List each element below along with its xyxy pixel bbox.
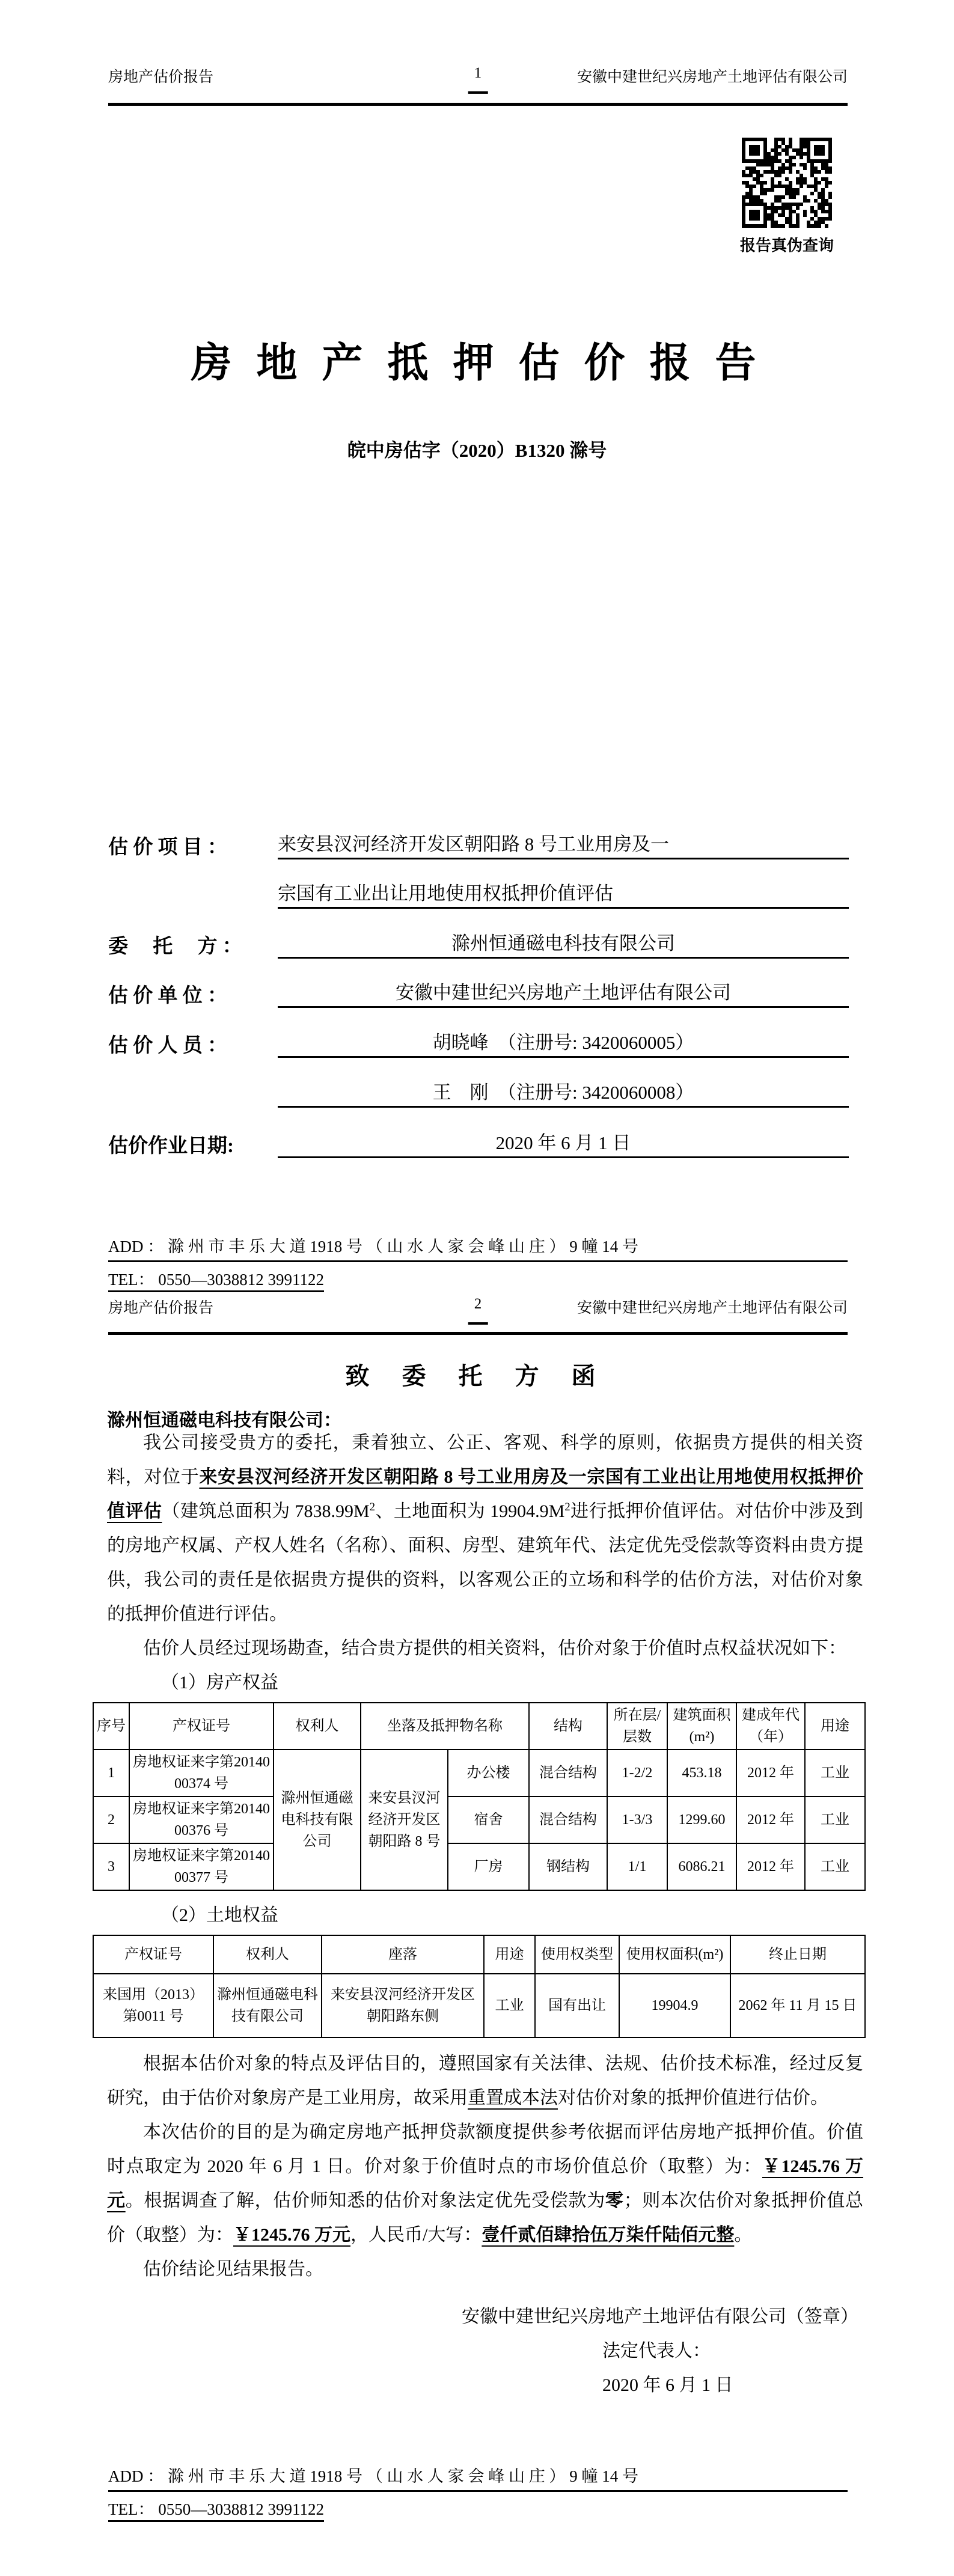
table-header-row	[93, 1935, 865, 1974]
header-cell: 使用权面积(m²)	[619, 1935, 730, 1974]
qr-caption: 报告真伪查询	[739, 237, 834, 254]
section1-label: （1）房产权益	[161, 1673, 278, 1692]
header-cell: 建成年代（年）	[736, 1703, 805, 1750]
page1-footer	[108, 1233, 848, 1290]
table-cell: 3	[93, 1843, 129, 1890]
header-report-type: 房地产估价报告	[108, 69, 214, 85]
signature-company: 安徽中建世纪兴房地产土地评估有限公司（签章）	[462, 2307, 858, 2327]
signature-date: 2020 年 6 月 1 日	[602, 2375, 733, 2395]
property-rights-table	[93, 1702, 866, 1891]
table-cell: 2012 年	[736, 1750, 805, 1796]
table-cell: 2	[93, 1796, 129, 1843]
table-cell: 6086.21	[667, 1843, 736, 1890]
table-row	[93, 1974, 865, 2037]
table-cell: 19904.9	[619, 1974, 730, 2037]
header-cell: 座落	[322, 1935, 484, 1974]
header-cell: 使用权类型	[535, 1935, 619, 1974]
page1-header	[108, 65, 848, 87]
project-value-line1: 来安县汊河经济开发区朝阳路 8 号工业用房及一	[278, 829, 849, 859]
table-row	[93, 1843, 865, 1890]
form-row-date	[108, 1129, 849, 1158]
table-cell: 来国用（2013）第0011 号	[93, 1974, 213, 2037]
header-cell: 建筑面积(m²)	[667, 1703, 736, 1750]
staff-value-1: 胡晓峰 （注册号: 3420060005）	[278, 1027, 849, 1058]
table-cell: 钢结构	[529, 1843, 607, 1890]
table-cell: 混合结构	[529, 1796, 607, 1843]
header-cell: 产权证号	[129, 1703, 274, 1750]
header-company-name: 安徽中建世纪兴房地产土地评估有限公司	[576, 69, 848, 85]
report-title: 房 地 产 抵 押 估 价 报 告	[191, 340, 763, 386]
table-cell: 来安县汊河经济开发区朝阳路东侧	[322, 1974, 484, 2037]
table-cell: 办公楼	[448, 1750, 529, 1796]
land-rights-table	[93, 1935, 866, 2038]
table-cell: 1	[93, 1750, 129, 1796]
form-row-client	[108, 930, 849, 959]
header-cell: 权利人	[274, 1703, 361, 1750]
para4-amount-underlined: ￥1245.76 万元	[233, 2225, 350, 2245]
page2-footer	[108, 2463, 848, 2520]
para4-seg: 。根据调查了解，估价师知悉的估价对象法定优先受偿款为	[125, 2191, 605, 2211]
staff-value-2: 王 刚 （注册号: 3420060008）	[278, 1077, 849, 1108]
letter-paragraph-2: 估价人员经过现场勘查，结合贵方提供的相关资料，估价对象于价值时点权益状况如下：	[143, 1638, 846, 1658]
letter-paragraph-4	[107, 2115, 863, 2252]
para1-seg: （建筑总面积为 7838.99M	[162, 1501, 370, 1521]
project-value-line2: 宗国有工业出让用地使用权抵押价值评估	[278, 878, 849, 909]
project-label: 估 价 项 目 ：	[108, 837, 227, 858]
table-cell: 房地权证来字第2014000376 号	[129, 1796, 274, 1843]
para4-amount-words-underlined: 壹仟贰佰肆拾伍万柒仟陆佰元整	[482, 2225, 735, 2245]
para3-seg: 对估价对象的抵押价值进行估价。	[558, 2088, 828, 2108]
page-number: 2	[468, 1296, 488, 1325]
table-cell: 工业	[805, 1843, 865, 1890]
table-cell: 1-2/2	[607, 1750, 667, 1796]
form-row-staff-2	[108, 1079, 849, 1108]
para4-amount-underlined: ￥1245.76 万元	[107, 2156, 864, 2211]
table-cell: 1299.60	[667, 1796, 736, 1843]
header-company-name: 安徽中建世纪兴房地产土地评估有限公司	[576, 1300, 848, 1316]
form-row-staff-1	[108, 1029, 849, 1058]
table-cell: 厂房	[448, 1843, 529, 1890]
form-row-project-1	[108, 831, 849, 859]
para1-seg: 进行抵押价值评估。对估价中涉及到的房地产权属、产权人姓名（名称）、面积、房型、建筑年代、法定优先受偿款等资料由贵方提供，我公司的责任是依据贵方提供的资料，以客观公正的立场和科学的估价方法，对估价对象的抵押价值进行评估。	[107, 1501, 863, 1624]
header-cell: 所在层/层数	[607, 1703, 667, 1750]
page2-header	[108, 1296, 848, 1317]
header-rule	[108, 103, 848, 106]
letter-paragraph-3	[107, 2046, 863, 2115]
letter-title: 致 委 托 方 函	[345, 1363, 609, 1390]
table-cell: 房地权证来字第2014000377 号	[129, 1843, 274, 1890]
table-cell: 2012 年	[736, 1796, 805, 1843]
header-cell: 用途	[805, 1703, 865, 1750]
table-cell: 工业	[805, 1750, 865, 1796]
footer-address: ADD ： 滁 州 市 丰 乐 大 道 1918 号 （ 山 水 人 家 会 峰 山 庄 ） 9 幢 14 号	[108, 2463, 848, 2492]
table-cell: 国有出让	[535, 1974, 619, 2037]
header-cell: 结构	[529, 1703, 607, 1750]
date-value: 2020 年 6 月 1 日	[278, 1128, 849, 1158]
staff-label: 估 价 人 员 ：	[108, 1035, 227, 1057]
para4-seg: 。	[734, 2225, 753, 2245]
letter-salutation: 滁州恒通磁电科技有限公司：	[107, 1411, 341, 1430]
para1-seg: 我公司接受贵方的委托，秉着独立、公正、客观、科学的原则，依据贵方提供的相关资料，对位于	[107, 1433, 863, 1487]
letter-paragraph-5: 估价结论见结果报告。	[143, 2259, 323, 2279]
para1-seg: 、土地面积为 19904.9M	[375, 1501, 565, 1521]
agency-label: 估 价 单 位 ：	[108, 985, 227, 1007]
header-cell: 产权证号	[93, 1935, 213, 1974]
table-cell: 宿舍	[448, 1796, 529, 1843]
header-cell: 序号	[93, 1703, 129, 1750]
table-header-row	[93, 1703, 865, 1750]
table-cell: 滁州恒通磁电科技有限公司	[213, 1974, 322, 2037]
header-cell: 终止日期	[730, 1935, 865, 1974]
table-cell: 2012 年	[736, 1843, 805, 1890]
qr-code	[742, 138, 832, 228]
header-report-type: 房地产估价报告	[108, 1300, 214, 1316]
form-row-project-2	[108, 880, 849, 909]
para4-seg: ，人民币/大写：	[350, 2225, 482, 2245]
para4-zero-bold: 零	[605, 2191, 624, 2211]
para3-seg: 根据本估价对象的特点及评估目的，遵照国家有关法律、法规、估价技术标准，经过反复研究，由于估价对象房产是工业用房，故采用	[107, 2054, 863, 2108]
section2-label: （2）土地权益	[161, 1905, 278, 1925]
header-cell: 用途	[484, 1935, 535, 1974]
table-cell: 房地权证来字第2014000374 号	[129, 1750, 274, 1796]
footer-telephone: TEL： 0550—3038812 3991122	[108, 2500, 324, 2522]
header-rule	[108, 1332, 848, 1335]
para3-method-underlined: 重置成本法	[468, 2088, 558, 2108]
header-cell: 坐落及抵押物名称	[361, 1703, 529, 1750]
table-cell: 1/1	[607, 1843, 667, 1890]
table-cell: 2062 年 11 月 15 日	[730, 1974, 865, 2037]
table-row	[93, 1750, 865, 1796]
table-row	[93, 1796, 865, 1843]
table-cell: 工业	[484, 1974, 535, 2037]
table-cell-owner: 滁州恒通磁电科技有限公司	[274, 1750, 361, 1890]
client-value: 滁州恒通磁电科技有限公司	[278, 928, 849, 959]
table-cell-location: 来安县汊河经济开发区朝阳路 8 号	[361, 1750, 448, 1890]
signature-block	[107, 2300, 863, 2402]
table-cell: 453.18	[667, 1750, 736, 1796]
footer-address: ADD ： 滁 州 市 丰 乐 大 道 1918 号 （ 山 水 人 家 会 峰 山 庄 ） 9 幢 14 号	[108, 1233, 848, 1262]
footer-telephone: TEL： 0550—3038812 3991122	[108, 1271, 324, 1292]
client-label: 委 托 方 ：	[108, 936, 242, 957]
superscript-2: 2	[564, 1501, 570, 1513]
table-cell: 1-3/3	[607, 1796, 667, 1843]
para4-seg: ；则本次估价对象抵押价值总价（取整）为：	[107, 2191, 864, 2245]
form-row-agency	[108, 979, 849, 1008]
report-doc-number: 皖中房估字（2020）B1320 滁号	[347, 440, 607, 461]
letter-paragraph-1	[107, 1426, 863, 1631]
header-cell: 权利人	[213, 1935, 322, 1974]
agency-value: 安徽中建世纪兴房地产土地评估有限公司	[278, 977, 849, 1008]
table-cell: 混合结构	[529, 1750, 607, 1796]
signature-legal-rep: 法定代表人：	[602, 2341, 711, 2361]
table-cell: 工业	[805, 1796, 865, 1843]
superscript-2: 2	[369, 1501, 376, 1513]
page-number: 1	[468, 65, 488, 94]
letter-body	[97, 1426, 864, 2402]
date-label: 估价作业日期:	[108, 1135, 234, 1157]
para1-subject-underlined: 来安县汊河经济开发区朝阳路 8 号工业用房及一宗国有工业出让用地使用权抵押价值评估	[107, 1467, 864, 1521]
para4-seg: 本次估价的目的是为确定房地产抵押贷款额度提供参考依据而评估房地产抵押价值。价值时点取定为 2020 年 6 月 1 日。价对象于价值时点的市场价值总价（取整）为：	[107, 2122, 863, 2176]
